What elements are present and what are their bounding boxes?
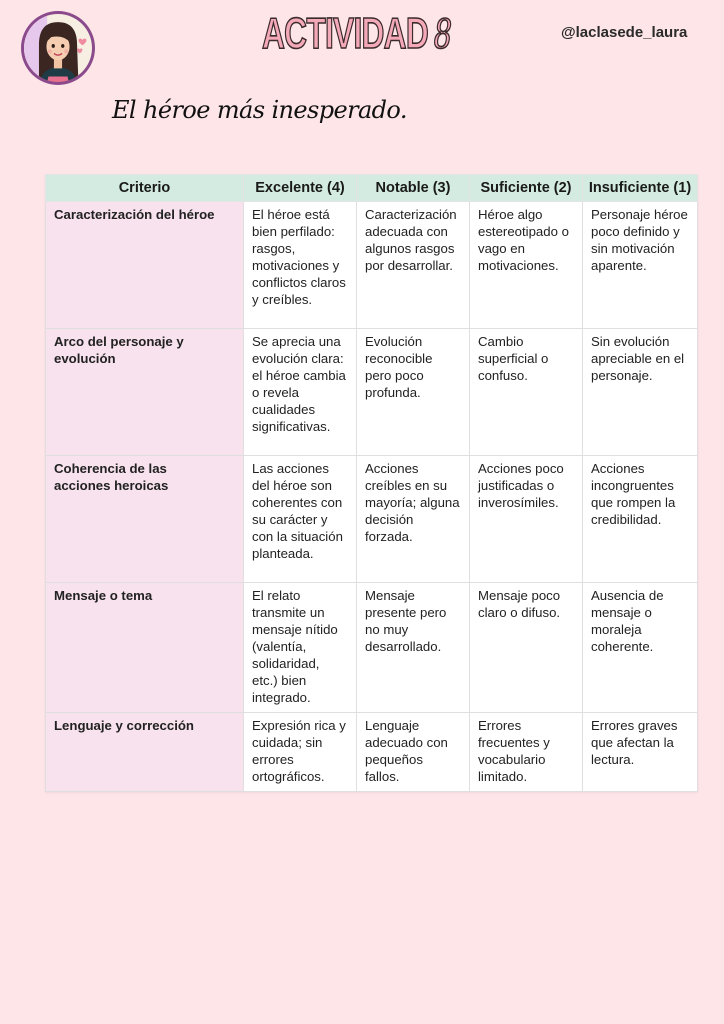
criterion-cell: Coherencia de las acciones heroicas xyxy=(46,456,244,583)
header-criterio: Criterio xyxy=(46,175,244,202)
descriptor-cell: El héroe está bien perfilado: rasgos, motivaciones y conflictos claros y creíbles. xyxy=(244,202,357,329)
descriptor-cell: Las acciones del héroe son coherentes con su carácter y con la situación planteada. xyxy=(244,456,357,583)
criterion-cell: Lenguaje y corrección xyxy=(46,713,244,792)
descriptor-cell: Errores graves que afectan la lectura. xyxy=(583,713,698,792)
header-notable: Notable (3) xyxy=(357,175,470,202)
descriptor-cell: Errores frecuentes y vocabulario limitado. xyxy=(470,713,583,792)
criterion-cell: Arco del personaje y evolución xyxy=(46,329,244,456)
criterion-cell: Mensaje o tema xyxy=(46,583,244,713)
descriptor-cell: Mensaje poco claro o difuso. xyxy=(470,583,583,713)
descriptor-cell: Cambio superficial o confuso. xyxy=(470,329,583,456)
descriptor-cell: Sin evolución apreciable en el personaje. xyxy=(583,329,698,456)
activity-number: 8 xyxy=(433,12,452,58)
teacher-avatar-icon xyxy=(24,14,92,82)
author-handle: @laclasede_laura xyxy=(561,24,688,41)
header-excelente: Excelente (4) xyxy=(244,175,357,202)
table-row xyxy=(46,713,698,792)
descriptor-cell: El relato transmite un mensaje nítido (valentía, solidaridad, etc.) bien integrado. xyxy=(244,583,357,713)
descriptor-cell: Caracterización adecuada con algunos rasgos por desarrollar. xyxy=(357,202,470,329)
table-row xyxy=(46,202,698,329)
activity-title xyxy=(262,9,452,58)
avatar xyxy=(21,11,95,85)
criterion-cell: Caracterización del héroe xyxy=(46,202,244,329)
descriptor-cell: Mensaje presente pero no muy desarrollado. xyxy=(357,583,470,713)
table-row xyxy=(46,583,698,713)
rubric-table xyxy=(45,174,698,792)
descriptor-cell: Ausencia de mensaje o moraleja coherente. xyxy=(583,583,698,713)
descriptor-cell: Héroe algo estereotipado o vago en motivaciones. xyxy=(470,202,583,329)
activity-title-word: ACTIVIDAD xyxy=(262,9,429,58)
descriptor-cell: Evolución reconocible pero poco profunda. xyxy=(357,329,470,456)
descriptor-cell: Se aprecia una evolución clara: el héroe cambia o revela cualidades significativas. xyxy=(244,329,357,456)
header-insuficiente: Insuficiente (1) xyxy=(583,175,698,202)
descriptor-cell: Expresión rica y cuidada; sin errores ortográficos. xyxy=(244,713,357,792)
descriptor-cell: Acciones incongruentes que rompen la credibilidad. xyxy=(583,456,698,583)
table-row xyxy=(46,329,698,456)
activity-subtitle: El héroe más inesperado. xyxy=(112,96,407,124)
header-suficiente: Suficiente (2) xyxy=(470,175,583,202)
rubric-header-row xyxy=(46,175,698,202)
descriptor-cell: Acciones poco justificadas o inverosímiles. xyxy=(470,456,583,583)
descriptor-cell: Lenguaje adecuado con pequeños fallos. xyxy=(357,713,470,792)
descriptor-cell: Personaje héroe poco definido y sin motivación aparente. xyxy=(583,202,698,329)
descriptor-cell: Acciones creíbles en su mayoría; alguna decisión forzada. xyxy=(357,456,470,583)
table-row xyxy=(46,456,698,583)
